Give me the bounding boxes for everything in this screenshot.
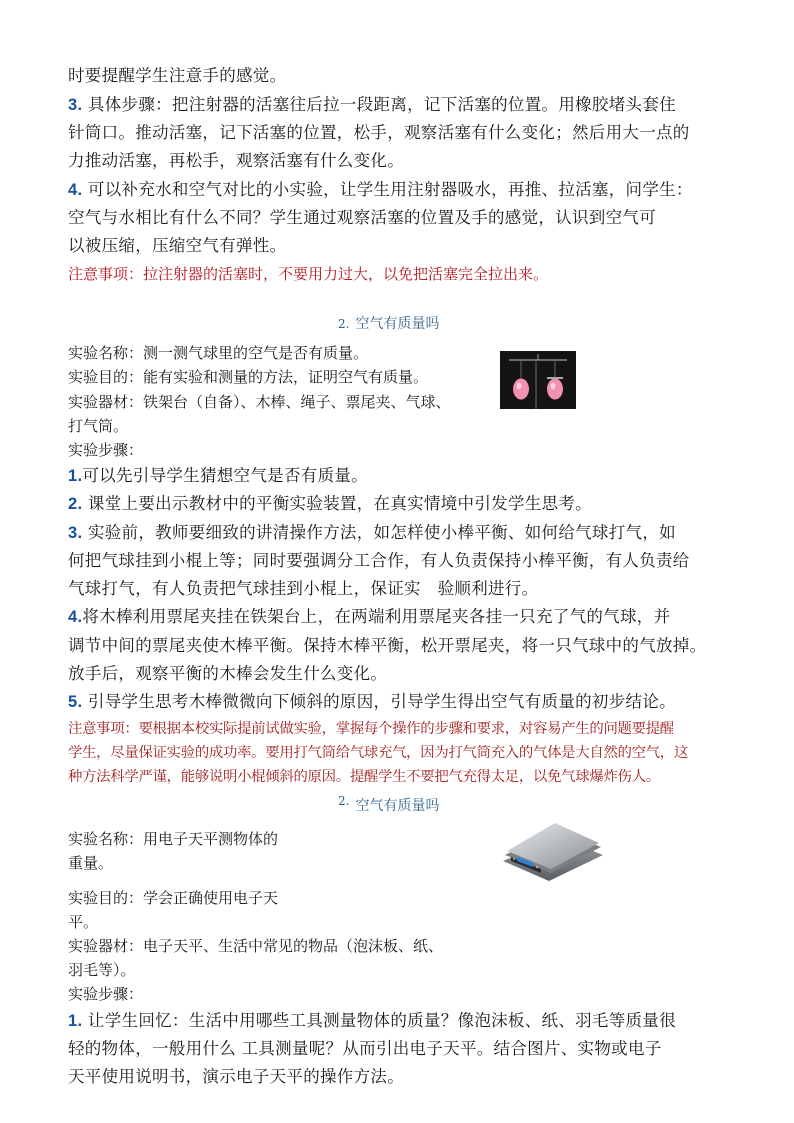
step-number: 5.: [68, 693, 83, 711]
paragraph-line: 放手后，观察平衡的木棒会发生什么变化。: [68, 664, 388, 683]
step-text: 让学生回忆：生活中用哪些工具测量物体的质量？像泡沫板、纸、羽毛等质量很: [82, 1011, 676, 1030]
step-text: 课堂上要出示教材中的平衡实验装置，在真实情境中引发学生思考。: [82, 494, 592, 513]
step-5-line: [68, 691, 676, 713]
step-number: 1.: [68, 467, 83, 485]
experiment-purpose: 实验目的：能有实验和测量的方法，证明空气有质量。: [68, 368, 429, 386]
paragraph-line: 天平使用说明书，演示电子天平的操作方法。: [68, 1067, 404, 1086]
heading-text: 空气有质量吗: [355, 316, 440, 332]
step-1-line: [68, 465, 368, 487]
paragraph-line: 空气与水相比有什么不同？学生通过观察活塞的位置及手的感觉，认识到空气可: [68, 208, 656, 227]
section-heading: [338, 313, 439, 335]
step-number: 2.: [68, 495, 83, 513]
caution-note: 学生，尽量保证实验的成功率。要用打气筒给气球充气，因为打气筒充入的气体是大自然的空气，这: [68, 745, 688, 761]
electronic-scale-photo: [497, 811, 605, 883]
experiment-purpose: 实验目的：学会正确使用电子天: [68, 889, 279, 907]
step-4-line: [68, 606, 670, 628]
caution-note: 注意事项：拉注射器的活塞时，不要用力过大，以免把活塞完全拉出来。: [68, 265, 549, 283]
paragraph-line: 轻的物体，一般用什么 工具测量呢？从而引出电子天平。结合图片、实物或电子: [68, 1039, 662, 1058]
step-2-line: [68, 493, 592, 515]
heading-text: 空气有质量吗: [355, 798, 440, 814]
section-heading: [338, 795, 439, 817]
step-text: 实验前，教师要细致的讲清操作方法，如怎样使小棒平衡、如何给气球打气，如: [82, 523, 676, 542]
paragraph-line: 针筒口。推动活塞，记下活塞的位置，松手，观察活塞有什么变化；然后用大一点的: [68, 123, 690, 142]
steps-label: 实验步骤：: [68, 441, 144, 459]
experiment-equipment-cont: 打气筒。: [68, 417, 129, 435]
experiment-name: 实验名称：测一测气球里的空气是否有质量。: [68, 344, 369, 362]
paragraph-line: 调节中间的票尾夹使木棒平衡。保持木棒平衡，松开票尾夹，将一只气球中的气放掉。: [68, 636, 707, 655]
experiment-name-cont: 重量。: [68, 854, 114, 872]
paragraph-line: 力推动活塞，再松手，观察活塞有什么变化。: [68, 151, 404, 170]
step-1-line: [68, 1010, 676, 1032]
step-number: 4.: [68, 181, 83, 199]
step-text: 具体步骤：把注射器的活塞往后拉一段距离，记下活塞的位置。用橡胶堵头套住: [82, 95, 676, 114]
experiment-purpose-cont: 平。: [68, 913, 99, 931]
step-text: 引导学生思考木棒微微向下倾斜的原因，引导学生得出空气有质量的初步结论。: [82, 692, 676, 711]
caution-note: 种方法科学严谨，能够说明小棍倾斜的原因。提醒学生不要把气充得太足，以免气球爆炸伤人。: [68, 769, 660, 785]
balloon-balance-photo: [500, 351, 576, 409]
experiment-equipment: 实验器材：铁架台（自备）、木棒、绳子、票尾夹、气球、: [68, 393, 451, 411]
steps-label: 实验步骤：: [68, 985, 144, 1003]
step-text: 将木棒利用票尾夹挂在铁架台上，在两端利用票尾夹各挂一只充了气的气球，并: [82, 607, 671, 626]
step-3-line: [68, 94, 676, 116]
paragraph-line: 气球打气，有人负责把气球挂到小棍上，保证实 验顺利进行。: [68, 579, 539, 598]
step-number: 3.: [68, 96, 83, 114]
heading-number: 2.: [338, 794, 350, 808]
experiment-equipment-cont: 羽毛等）。: [68, 961, 136, 979]
caution-note: 注意事项：要根据本校实际提前试做实验，掌握每个操作的步骤和要求，对容易产生的问题要提醒: [68, 721, 674, 737]
step-3-line: [68, 522, 676, 544]
paragraph-line: 时要提醒学生注意手的感觉。: [68, 66, 287, 85]
paragraph-line: 以被压缩，压缩空气有弹性。: [68, 236, 287, 255]
experiment-equipment: 实验器材：电子天平、生活中常见的物品（泡沫板、纸、: [68, 937, 444, 955]
experiment-name: 实验名称：用电子天平测物体的: [68, 830, 279, 848]
step-number: 3.: [68, 524, 83, 542]
heading-number: 2.: [338, 317, 350, 331]
step-4-line: [68, 179, 693, 201]
paragraph-line: 何把气球挂到小棍上等；同时要强调分工合作，有人负责保持小棒平衡，有人负责给: [68, 551, 690, 570]
step-number: 1.: [68, 1012, 83, 1030]
step-text: 可以先引导学生猜想空气是否有质量。: [82, 466, 368, 485]
step-text: 可以补充水和空气对比的小实验，让学生用注射器吸水，再推、拉活塞，问学生：: [82, 180, 693, 199]
step-number: 4.: [68, 608, 83, 626]
